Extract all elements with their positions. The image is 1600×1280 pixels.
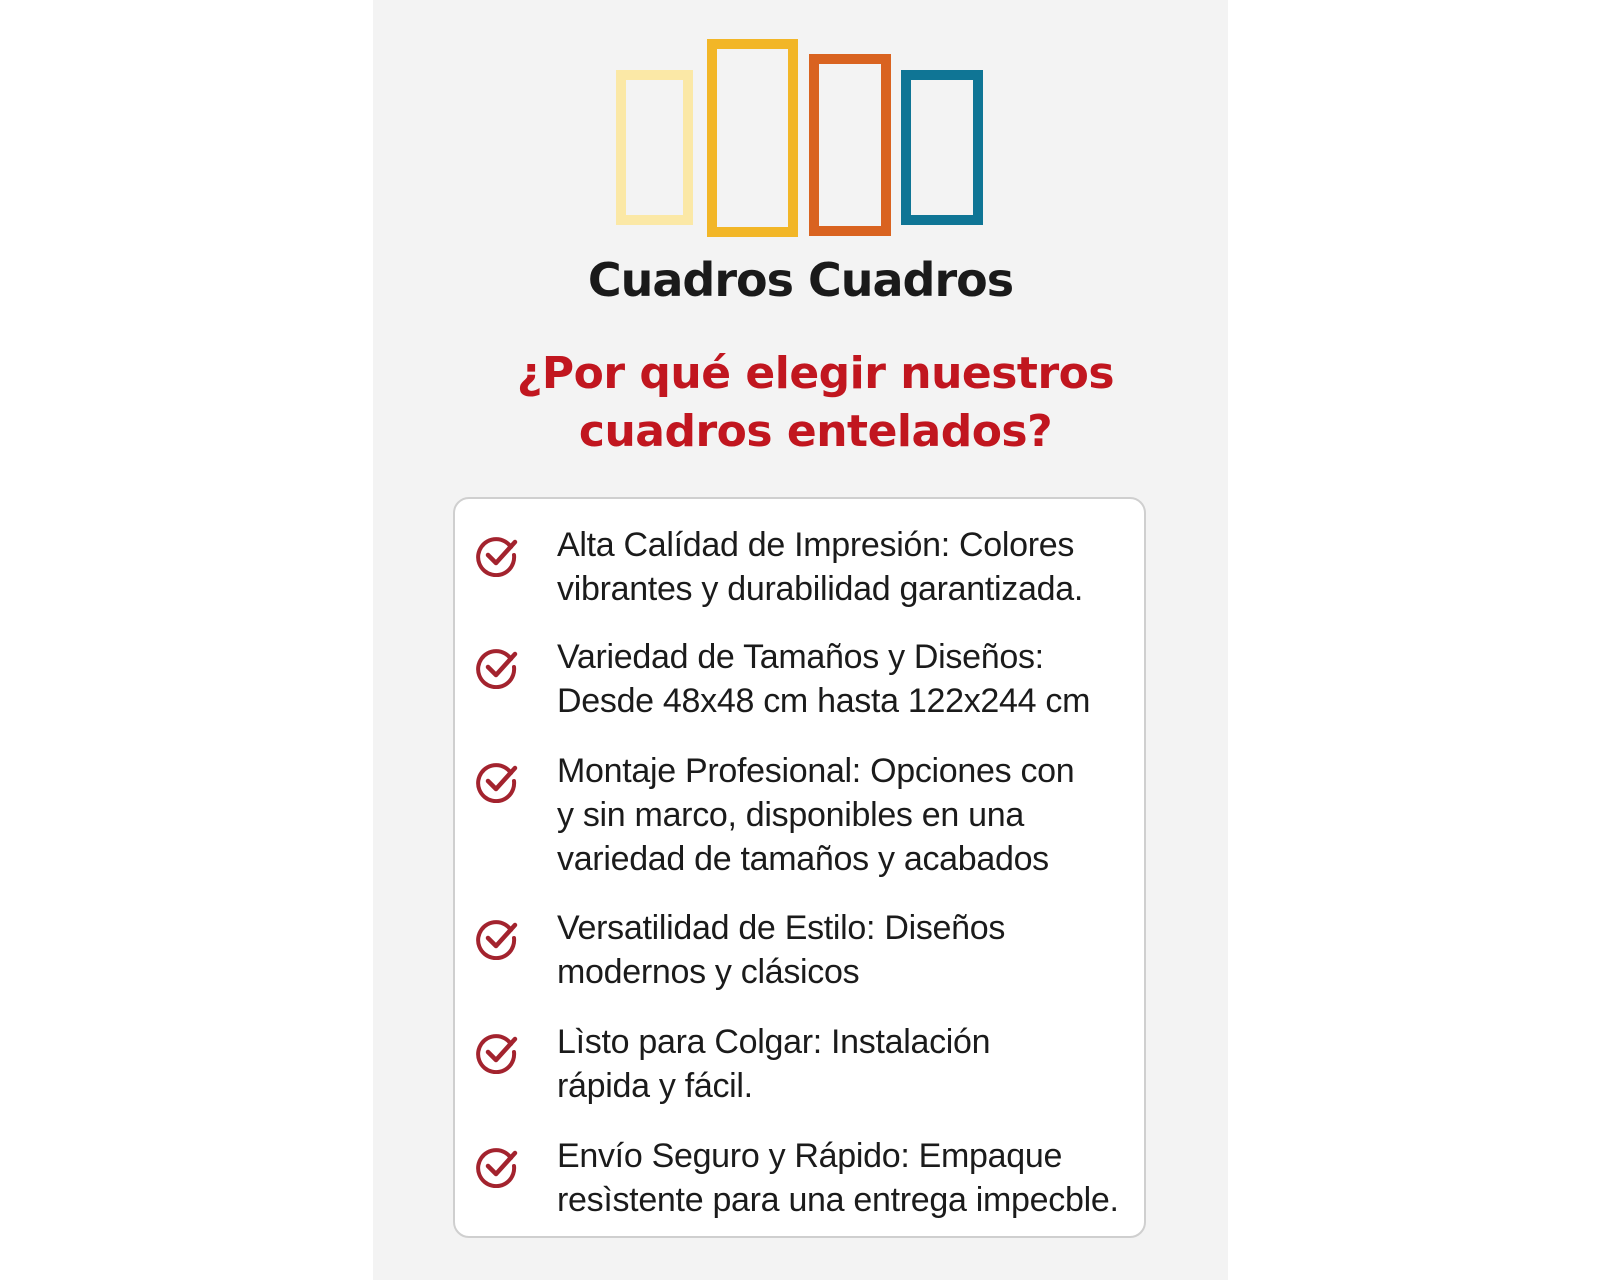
frame-icon xyxy=(906,75,978,220)
features-card xyxy=(453,497,1146,1238)
feature-line: resìstente para una entrega impecble. xyxy=(557,1181,1119,1219)
headline xyxy=(373,345,1228,461)
poster xyxy=(373,0,1228,1280)
feature-text xyxy=(557,906,1147,994)
feature-line: Alta Calídad de Impresión: Colores xyxy=(557,526,1075,564)
frame-icon xyxy=(712,44,793,232)
check-circle-icon xyxy=(475,645,519,689)
feature-line: rápida y fácil. xyxy=(557,1067,753,1105)
check-circle-icon xyxy=(475,759,519,803)
brand-name: Cuadros Cuadros xyxy=(587,253,1014,307)
frame-icon xyxy=(814,59,886,231)
check-circle-icon xyxy=(475,533,519,577)
headline-line: ¿Por qué elegir nuestros xyxy=(516,348,1115,399)
feature-line: vibrantes y durabilidad garantizada. xyxy=(557,570,1083,608)
brand-logo xyxy=(373,0,1228,250)
feature-line: variedad de tamaños y acabados xyxy=(557,840,1049,878)
feature-text xyxy=(557,1134,1147,1222)
headline-line: cuadros entelados? xyxy=(578,406,1053,457)
feature-line: y sin marco, disponibles en una xyxy=(557,796,1024,834)
check-circle-icon xyxy=(475,916,519,960)
feature-line: Envío Seguro y Rápido: Empaque xyxy=(557,1137,1063,1175)
feature-line: Desde 48x48 cm hasta 122x244 cm xyxy=(557,682,1091,720)
frame-icon xyxy=(621,75,688,220)
feature-line: Lìsto para Colgar: Instalación xyxy=(557,1023,991,1061)
feature-line: Versatilidad de Estilo: Diseños xyxy=(557,909,1006,947)
check-circle-icon xyxy=(475,1030,519,1074)
check-circle-icon xyxy=(475,1144,519,1188)
feature-text xyxy=(557,635,1147,723)
frames-logo-icon xyxy=(373,0,1228,250)
feature-text xyxy=(557,523,1147,611)
feature-text xyxy=(557,749,1147,881)
feature-line: Variedad de Tamaños y Diseños: xyxy=(557,638,1044,676)
feature-line: Montaje Profesional: Opciones con xyxy=(557,752,1075,790)
feature-line: modernos y clásicos xyxy=(557,953,860,991)
feature-text xyxy=(557,1020,1147,1108)
